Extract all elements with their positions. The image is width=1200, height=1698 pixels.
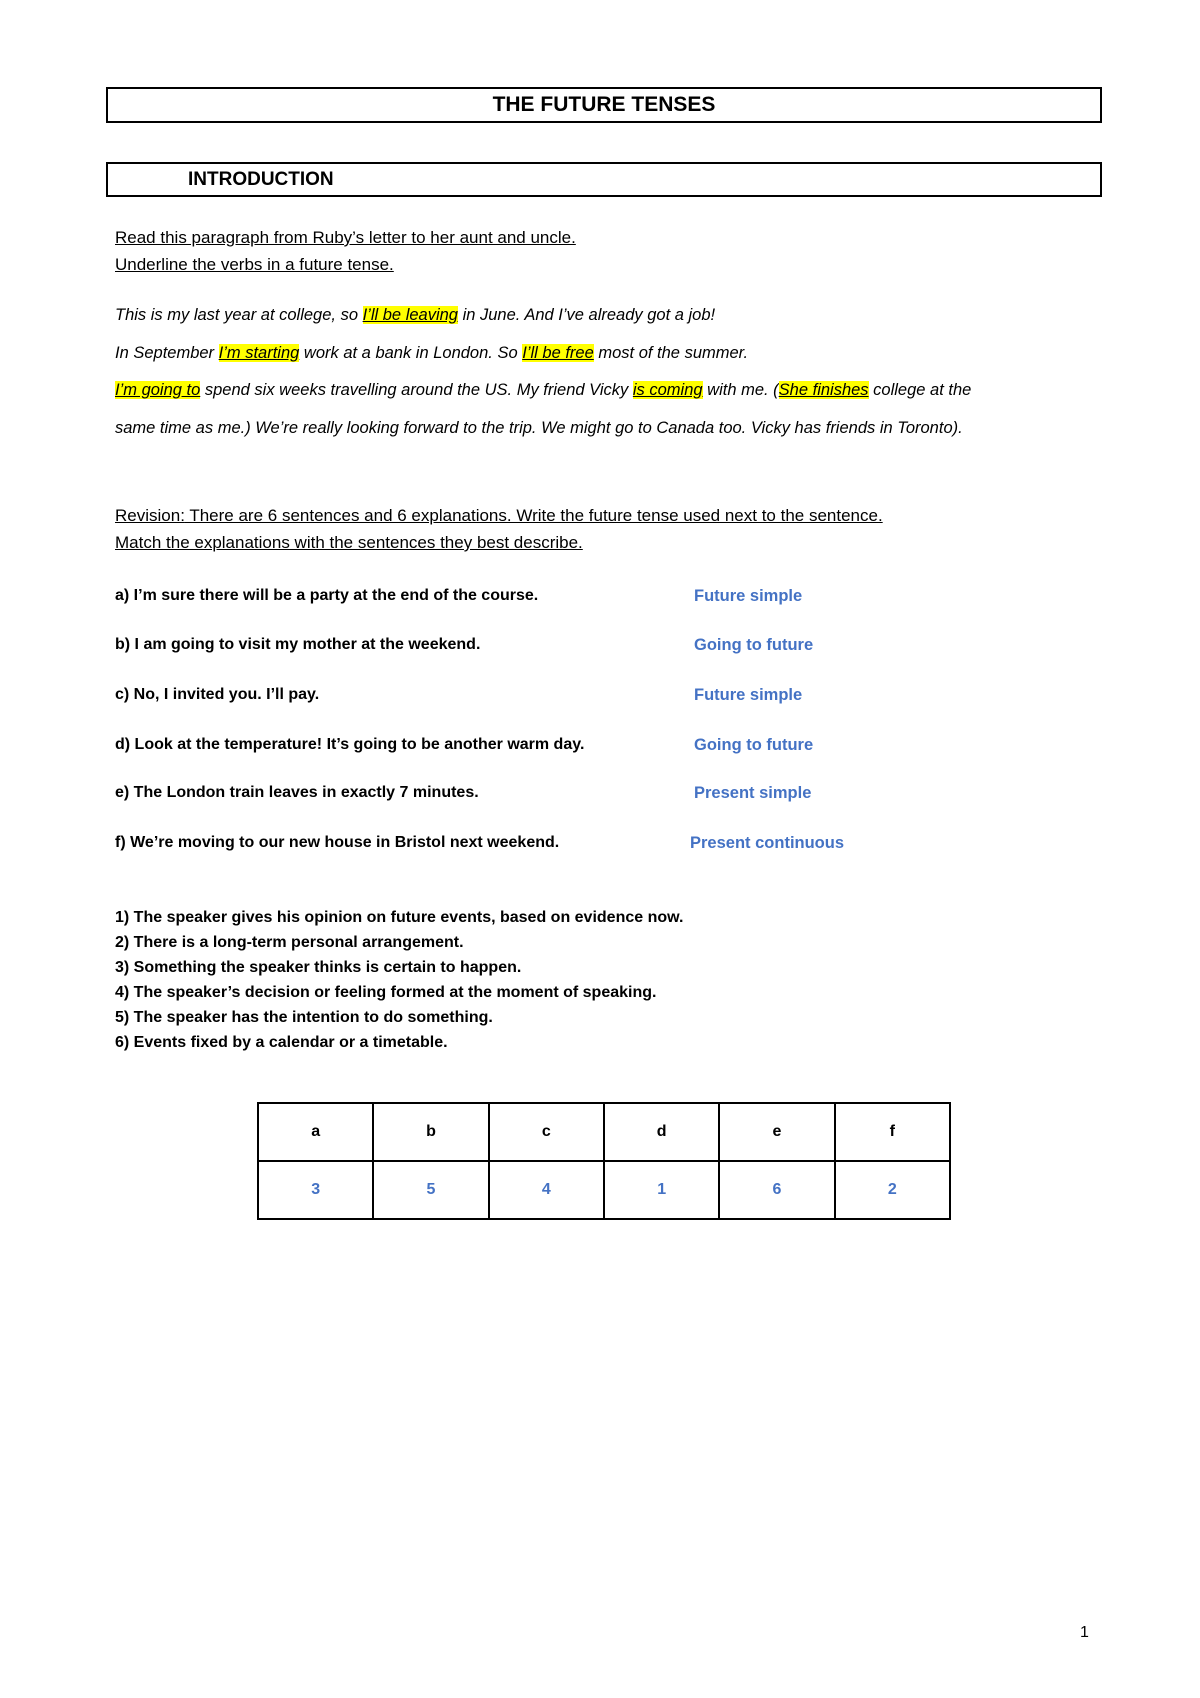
paragraph-text: in June. And I’ve already got a job! (457, 306, 716, 324)
paragraph-line-4: same time as me.) We’re really looking forward to the trip. We might go to Canada too. Vicky has friends in Toronto). (115, 419, 963, 437)
answer-f: Present continuous (690, 834, 845, 852)
instruction-line-2: Underline the verbs in a future tense. (115, 255, 394, 274)
paragraph-text: In September (115, 344, 219, 362)
table-header-cell: d (604, 1103, 719, 1161)
answer-matching-table (257, 1102, 951, 1220)
sentence-e: e) The London train leaves in exactly 7 minutes. (115, 784, 479, 801)
paragraph-line-3 (115, 381, 971, 400)
highlighted-verb: She finishes (778, 381, 869, 399)
revision-label: Revision: (115, 506, 185, 525)
paragraph-text: This is my last year at college, so (115, 306, 363, 324)
explanation-3: 3) Something the speaker thinks is certain to happen. (115, 959, 522, 976)
table-value-cell: 5 (373, 1161, 488, 1219)
paragraph-line-1 (115, 306, 715, 325)
highlighted-verb: I’ll be leaving (362, 306, 458, 324)
table-header-cell: f (835, 1103, 950, 1161)
table-header-cell: e (719, 1103, 834, 1161)
explanation-6: 6) Events fixed by a calendar or a timetable. (115, 1034, 448, 1051)
revision-text: There are 6 sentences and 6 explanations. Write the future tense used next to the sentence. (184, 506, 883, 525)
sentence-d: d) Look at the temperature! It’s going to be another warm day. (115, 736, 585, 753)
explanation-2: 2) There is a long-term personal arrangement. (115, 934, 464, 951)
sentence-c: c) No, I invited you. I’ll pay. (115, 686, 320, 703)
answer-c: Future simple (694, 686, 803, 704)
sentence-a: a) I’m sure there will be a party at the end of the course. (115, 587, 539, 604)
table-value-cell: 6 (719, 1161, 834, 1219)
table-value-cell: 1 (604, 1161, 719, 1219)
revision-line-2: Match the explanations with the sentences they best describe. (115, 533, 583, 552)
explanation-4: 4) The speaker’s decision or feeling formed at the moment of speaking. (115, 984, 657, 1001)
highlighted-verb: I’m going to (115, 381, 201, 399)
revision-line-1 (115, 506, 883, 526)
sentence-b: b) I am going to visit my mother at the weekend. (115, 636, 481, 653)
answer-d: Going to future (694, 736, 814, 754)
answer-a: Future simple (694, 587, 803, 605)
paragraph-text: with me. ( (702, 381, 779, 399)
page-number: 1 (1080, 1624, 1089, 1641)
table-header-cell: b (373, 1103, 488, 1161)
paragraph-text: college at the (868, 381, 972, 399)
highlighted-verb: is coming (632, 381, 703, 399)
instruction-line-1: Read this paragraph from Ruby’s letter to her aunt and uncle. (115, 228, 576, 247)
paragraph-text: most of the summer. (593, 344, 749, 362)
table-header-cell: a (258, 1103, 373, 1161)
explanation-5: 5) The speaker has the intention to do something. (115, 1009, 493, 1026)
table-value-cell: 4 (489, 1161, 604, 1219)
answer-e: Present simple (694, 784, 812, 802)
highlighted-verb: I’ll be free (522, 344, 594, 362)
explanation-1: 1) The speaker gives his opinion on future events, based on evidence now. (115, 909, 684, 926)
page-title: THE FUTURE TENSES (106, 87, 1102, 123)
answer-b: Going to future (694, 636, 814, 654)
table-value-cell: 3 (258, 1161, 373, 1219)
paragraph-text: spend six weeks travelling around the US. My friend Vicky (200, 381, 633, 399)
paragraph-text: work at a bank in London. So (299, 344, 523, 362)
paragraph-line-2 (115, 344, 748, 363)
table-value-cell: 2 (835, 1161, 950, 1219)
section-heading-introduction: INTRODUCTION (106, 162, 1102, 197)
sentence-f: f) We’re moving to our new house in Bristol next weekend. (115, 834, 560, 851)
table-header-cell: c (489, 1103, 604, 1161)
table-row (258, 1161, 950, 1219)
table-header-row (258, 1103, 950, 1161)
highlighted-verb: I’m starting (218, 344, 300, 362)
